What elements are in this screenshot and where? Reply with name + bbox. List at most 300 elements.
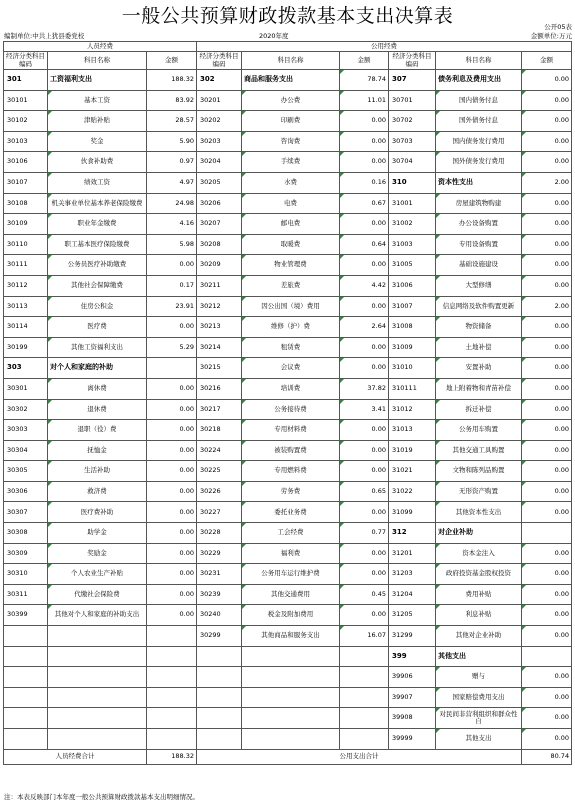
amount-cell: 0.00 [522, 193, 572, 214]
amount-cell: 0.00 [147, 255, 197, 276]
amount-cell: 16.07 [340, 626, 389, 647]
subject-name-cell: 利息补贴 [436, 605, 522, 626]
subject-name-cell: 税金及附加费用 [242, 605, 340, 626]
amount-cell: 188.32 [147, 70, 197, 91]
amount-cell: 0.00 [522, 152, 572, 173]
econ-code-cell: 30704 [389, 152, 436, 173]
amount-cell: 0.00 [340, 440, 389, 461]
subject-name-cell: 专用燃料费 [242, 461, 340, 482]
subject-name-cell: 维修（护）费 [242, 317, 340, 338]
econ-code-cell: 31009 [389, 337, 436, 358]
subject-name-cell: 退休费 [48, 399, 147, 420]
table-row [4, 90, 572, 111]
amount-cell: 0.00 [340, 605, 389, 626]
amount-cell: 0.00 [340, 255, 389, 276]
subject-name-cell: 公务员医疗补助缴费 [48, 255, 147, 276]
amount-cell: 0.00 [340, 420, 389, 441]
amount-cell: 3.41 [340, 399, 389, 420]
econ-code-cell: 399 [389, 646, 436, 667]
subject-name-cell: 债务利息及费用支出 [436, 70, 522, 91]
subject-name-cell: 国外债务发行费用 [436, 152, 522, 173]
econ-code-cell: 31002 [389, 214, 436, 235]
header-amount: 金额 [522, 52, 572, 70]
econ-code-cell: 30305 [4, 461, 48, 482]
subject-name-cell: 政府投资基金股权投资 [436, 564, 522, 585]
table-row [4, 399, 572, 420]
amount-cell: 0.00 [340, 543, 389, 564]
econ-code-cell: 30107 [4, 172, 48, 193]
table-row [4, 584, 572, 605]
econ-code-cell: 310 [389, 172, 436, 193]
amount-cell: 0.00 [522, 111, 572, 132]
subject-name-cell [48, 729, 147, 750]
subject-name-cell [242, 646, 340, 667]
subject-name-cell: 公务接待费 [242, 399, 340, 420]
subject-name-cell: 公务用车运行维护费 [242, 564, 340, 585]
amount-cell [340, 687, 389, 708]
subject-name-cell: 救济费 [48, 481, 147, 502]
subject-name-cell: 印刷费 [242, 111, 340, 132]
table-row [4, 646, 572, 667]
amount-cell: 0.00 [522, 543, 572, 564]
amount-cell: 0.00 [147, 461, 197, 482]
amount-cell: 0.00 [340, 214, 389, 235]
public-total-amount: 80.74 [522, 749, 572, 764]
table-body [4, 70, 572, 750]
subject-name-cell: 医疗费 [48, 317, 147, 338]
subject-name-cell: 对民间非营利组织和群众性自 [436, 708, 522, 729]
amount-cell: 0.00 [147, 399, 197, 420]
amount-cell: 0.17 [147, 275, 197, 296]
subject-name-cell: 代缴社会保险费 [48, 584, 147, 605]
subject-name-cell: 资本金注入 [436, 543, 522, 564]
econ-code-cell: 30311 [4, 584, 48, 605]
table-row [4, 131, 572, 152]
table-row [4, 275, 572, 296]
subject-name-cell: 商品和服务支出 [242, 70, 340, 91]
footnote: 注：本表反映部门本年度一般公共预算财政拨款基本支出明细情况。 [4, 793, 199, 801]
amount-cell: 0.00 [522, 317, 572, 338]
amount-cell: 0.00 [340, 337, 389, 358]
amount-cell: 0.00 [522, 502, 572, 523]
amount-cell: 0.00 [522, 131, 572, 152]
totals-row [4, 749, 572, 764]
header-econ-code: 经济分类科目编码 [389, 52, 436, 70]
econ-code-cell: 303 [4, 358, 48, 379]
econ-code-cell: 30702 [389, 111, 436, 132]
amount-cell: 4.97 [147, 172, 197, 193]
econ-code-cell [197, 687, 242, 708]
amount-cell [147, 626, 197, 647]
amount-cell [340, 646, 389, 667]
subject-name-cell: 住房公积金 [48, 296, 147, 317]
subject-name-cell: 电费 [242, 193, 340, 214]
table-row [4, 605, 572, 626]
amount-cell: 0.00 [147, 440, 197, 461]
subject-name-cell: 其他对企业补助 [436, 626, 522, 647]
amount-cell: 2.00 [522, 296, 572, 317]
econ-code-cell: 30110 [4, 234, 48, 255]
subject-name-cell: 资本性支出 [436, 172, 522, 193]
subject-name-cell [242, 729, 340, 750]
subject-name-cell: 专用材料费 [242, 420, 340, 441]
subject-name-cell: 其他商品和服务支出 [242, 626, 340, 647]
amount-cell: 0.64 [340, 234, 389, 255]
econ-code-cell: 30207 [197, 214, 242, 235]
econ-code-cell [197, 667, 242, 688]
amount-cell: 0.00 [340, 358, 389, 379]
subject-name-cell: 抚恤金 [48, 440, 147, 461]
amount-cell: 0.00 [340, 502, 389, 523]
amount-cell: 23.91 [147, 296, 197, 317]
econ-code-cell: 30208 [197, 234, 242, 255]
econ-code-cell: 30703 [389, 131, 436, 152]
table-row [4, 234, 572, 255]
table-row [4, 70, 572, 91]
econ-code-cell: 30304 [4, 440, 48, 461]
table-row [4, 667, 572, 688]
subject-name-cell: 基础设施建设 [436, 255, 522, 276]
amount-cell: 5.98 [147, 234, 197, 255]
amount-cell: 0.00 [522, 70, 572, 91]
amount-cell: 0.00 [147, 605, 197, 626]
econ-code-cell: 30214 [197, 337, 242, 358]
amount-cell: 0.97 [147, 152, 197, 173]
subject-name-cell: 奖金 [48, 131, 147, 152]
unit-label: 编制单位:中共上犹县委党校 [4, 32, 85, 40]
econ-code-cell [4, 626, 48, 647]
amount-cell: 37.82 [340, 378, 389, 399]
econ-code-cell: 30229 [197, 543, 242, 564]
econ-code-cell: 31299 [389, 626, 436, 647]
amount-cell: 0.00 [522, 481, 572, 502]
amount-cell: 78.74 [340, 70, 389, 91]
subject-name-cell: 福利费 [242, 543, 340, 564]
amount-cell: 11.01 [340, 90, 389, 111]
subject-name-cell: 国家赔偿费用支出 [436, 687, 522, 708]
amount-cell: 0.00 [522, 337, 572, 358]
subject-name-cell: 租赁费 [242, 337, 340, 358]
econ-code-cell: 30309 [4, 543, 48, 564]
title-row [0, 0, 575, 31]
amount-cell: 0.00 [522, 584, 572, 605]
header-subject-name: 科目名称 [436, 52, 522, 70]
money-unit-label: 金额单位:万元 [530, 32, 572, 40]
subject-name-cell: 工资福利支出 [48, 70, 147, 91]
econ-code-cell: 31201 [389, 543, 436, 564]
econ-code-cell: 31019 [389, 440, 436, 461]
table-row [4, 729, 572, 750]
subject-name-cell [48, 687, 147, 708]
amount-cell: 0.00 [522, 234, 572, 255]
subject-name-cell: 办公费 [242, 90, 340, 111]
subject-name-cell [48, 667, 147, 688]
econ-code-cell: 30239 [197, 584, 242, 605]
econ-code-cell: 30225 [197, 461, 242, 482]
amount-cell: 4.16 [147, 214, 197, 235]
subject-name-cell: 机关事业单位基本养老保险缴费 [48, 193, 147, 214]
econ-code-cell: 30228 [197, 523, 242, 544]
econ-code-cell [197, 729, 242, 750]
econ-code-cell: 39908 [389, 708, 436, 729]
subject-name-cell: 水费 [242, 172, 340, 193]
amount-cell: 0.00 [147, 564, 197, 585]
econ-code-cell: 39999 [389, 729, 436, 750]
econ-code-cell: 30213 [197, 317, 242, 338]
amount-cell [147, 358, 197, 379]
header-subject-name: 科目名称 [48, 52, 147, 70]
amount-cell: 0.45 [340, 584, 389, 605]
amount-cell: 5.90 [147, 131, 197, 152]
amount-cell: 5.29 [147, 337, 197, 358]
amount-cell: 0.00 [522, 275, 572, 296]
subject-name-cell: 大型修缮 [436, 275, 522, 296]
table-row [4, 523, 572, 544]
table-row [4, 481, 572, 502]
subject-name-cell: 土地补偿 [436, 337, 522, 358]
subject-name-cell: 其他社会保障缴费 [48, 275, 147, 296]
subject-name-cell: 其他交通费用 [242, 584, 340, 605]
subject-name-cell: 津贴补贴 [48, 111, 147, 132]
econ-code-cell: 30227 [197, 502, 242, 523]
amount-cell: 0.00 [522, 214, 572, 235]
econ-code-cell: 31012 [389, 399, 436, 420]
econ-code-cell: 30203 [197, 131, 242, 152]
amount-cell: 0.16 [340, 172, 389, 193]
amount-cell: 0.00 [522, 729, 572, 750]
amount-cell [340, 729, 389, 750]
econ-code-cell: 31006 [389, 275, 436, 296]
econ-code-cell: 302 [197, 70, 242, 91]
amount-cell: 0.65 [340, 481, 389, 502]
econ-code-cell: 30212 [197, 296, 242, 317]
header-group-row [4, 42, 572, 52]
econ-code-cell: 30209 [197, 255, 242, 276]
amount-cell [147, 667, 197, 688]
subject-name-cell: 对个人和家庭的补助 [48, 358, 147, 379]
amount-cell: 0.00 [147, 502, 197, 523]
amount-cell: 0.00 [522, 626, 572, 647]
header-amount: 金额 [147, 52, 197, 70]
amount-cell [147, 687, 197, 708]
amount-cell: 2.64 [340, 317, 389, 338]
econ-code-cell: 31203 [389, 564, 436, 585]
subject-name-cell [48, 708, 147, 729]
table-row [4, 440, 572, 461]
subject-name-cell: 其他交通工具购置 [436, 440, 522, 461]
subject-name-cell: 物业管理费 [242, 255, 340, 276]
amount-cell: 0.00 [340, 564, 389, 585]
econ-code-cell [4, 687, 48, 708]
econ-code-cell: 30701 [389, 90, 436, 111]
amount-cell: 0.00 [147, 523, 197, 544]
amount-cell: 0.77 [340, 523, 389, 544]
expenditure-table [3, 41, 572, 765]
subject-name-cell: 咨询费 [242, 131, 340, 152]
econ-code-cell: 30240 [197, 605, 242, 626]
subject-name-cell: 国外债务付息 [436, 111, 522, 132]
econ-code-cell: 307 [389, 70, 436, 91]
subject-name-cell: 生活补助 [48, 461, 147, 482]
subject-name-cell: 信息网络及软件购置更新 [436, 296, 522, 317]
subject-name-cell: 公务用车购置 [436, 420, 522, 441]
subject-name-cell: 其他对个人和家庭的补助支出 [48, 605, 147, 626]
subject-name-cell: 赠与 [436, 667, 522, 688]
amount-cell: 0.00 [147, 317, 197, 338]
subject-name-cell: 个人农业生产补贴 [48, 564, 147, 585]
meta-row [0, 31, 575, 41]
table-row [4, 420, 572, 441]
econ-code-cell [197, 708, 242, 729]
econ-code-cell: 30217 [197, 399, 242, 420]
econ-code-cell: 301 [4, 70, 48, 91]
subject-name-cell: 被装购置费 [242, 440, 340, 461]
table-row [4, 708, 572, 729]
amount-cell: 0.00 [147, 543, 197, 564]
econ-code-cell: 31204 [389, 584, 436, 605]
econ-code-cell: 31021 [389, 461, 436, 482]
subject-name-cell: 培训费 [242, 378, 340, 399]
econ-code-cell: 30306 [4, 481, 48, 502]
subject-name-cell [242, 708, 340, 729]
econ-code-cell: 30204 [197, 152, 242, 173]
subject-name-cell: 专用设备购置 [436, 234, 522, 255]
amount-cell [147, 729, 197, 750]
subject-name-cell: 劳务费 [242, 481, 340, 502]
header-column-row [4, 52, 572, 70]
table-row [4, 461, 572, 482]
econ-code-cell: 310111 [389, 378, 436, 399]
subject-name-cell: 手续费 [242, 152, 340, 173]
subject-name-cell: 职业年金缴费 [48, 214, 147, 235]
amount-cell: 0.00 [522, 420, 572, 441]
amount-cell: 0.00 [147, 420, 197, 441]
table-row [4, 564, 572, 585]
econ-code-cell: 31005 [389, 255, 436, 276]
econ-code-cell: 30399 [4, 605, 48, 626]
amount-cell: 0.00 [522, 399, 572, 420]
amount-cell: 0.00 [522, 358, 572, 379]
amount-cell: 83.92 [147, 90, 197, 111]
econ-code-cell: 30301 [4, 378, 48, 399]
subject-name-cell [48, 626, 147, 647]
subject-name-cell [242, 687, 340, 708]
econ-code-cell: 31010 [389, 358, 436, 379]
econ-code-cell: 30112 [4, 275, 48, 296]
econ-code-cell: 30206 [197, 193, 242, 214]
header-public: 公用经费 [197, 42, 572, 52]
econ-code-cell: 312 [389, 523, 436, 544]
amount-cell: 0.00 [340, 461, 389, 482]
econ-code-cell: 31007 [389, 296, 436, 317]
econ-code-cell: 30224 [197, 440, 242, 461]
subject-name-cell: 对企业补助 [436, 523, 522, 544]
econ-code-cell [4, 646, 48, 667]
table-row [4, 543, 572, 564]
econ-code-cell: 30218 [197, 420, 242, 441]
subject-name-cell: 取暖费 [242, 234, 340, 255]
subject-name-cell: 国内债务付息 [436, 90, 522, 111]
econ-code-cell: 31022 [389, 481, 436, 502]
subject-name-cell: 会议费 [242, 358, 340, 379]
econ-code-cell [4, 708, 48, 729]
econ-code-cell: 30215 [197, 358, 242, 379]
subject-name-cell: 工会经费 [242, 523, 340, 544]
subject-name-cell: 差旅费 [242, 275, 340, 296]
table-row [4, 337, 572, 358]
amount-cell: 0.00 [522, 378, 572, 399]
econ-code-cell: 30302 [4, 399, 48, 420]
subject-name-cell: 因公出国（境）费用 [242, 296, 340, 317]
amount-cell: 0.00 [147, 481, 197, 502]
amount-cell: 0.00 [522, 440, 572, 461]
amount-cell [340, 667, 389, 688]
public-total-label: 公用支出合计 [197, 749, 522, 764]
econ-code-cell: 30299 [197, 626, 242, 647]
econ-code-cell: 31205 [389, 605, 436, 626]
subject-name-cell: 医疗费补助 [48, 502, 147, 523]
amount-cell: 0.00 [522, 90, 572, 111]
amount-cell [340, 708, 389, 729]
econ-code-cell: 39907 [389, 687, 436, 708]
econ-code-cell: 30101 [4, 90, 48, 111]
table-row [4, 296, 572, 317]
amount-cell: 0.00 [147, 584, 197, 605]
econ-code-cell: 30113 [4, 296, 48, 317]
amount-cell: 0.00 [522, 605, 572, 626]
econ-code-cell: 31013 [389, 420, 436, 441]
amount-cell [147, 646, 197, 667]
amount-cell: 0.00 [522, 667, 572, 688]
econ-code-cell: 30205 [197, 172, 242, 193]
amount-cell: 28.57 [147, 111, 197, 132]
subject-name-cell: 基本工资 [48, 90, 147, 111]
econ-code-cell: 30111 [4, 255, 48, 276]
table-row [4, 358, 572, 379]
econ-code-cell: 30308 [4, 523, 48, 544]
subject-name-cell: 地上附着物和青苗补偿 [436, 378, 522, 399]
subject-name-cell: 其他资本性支出 [436, 502, 522, 523]
page-title: 一般公共预算财政拨款基本支出决算表 [121, 5, 454, 27]
econ-code-cell: 30103 [4, 131, 48, 152]
subject-name-cell: 物资储备 [436, 317, 522, 338]
econ-code-cell: 30106 [4, 152, 48, 173]
amount-cell: 24.98 [147, 193, 197, 214]
amount-cell: 2.00 [522, 172, 572, 193]
table-row [4, 152, 572, 173]
econ-code-cell: 30202 [197, 111, 242, 132]
header-subject-name: 科目名称 [242, 52, 340, 70]
econ-code-cell: 39906 [389, 667, 436, 688]
table-row [4, 255, 572, 276]
subject-name-cell: 文物和陈列品购置 [436, 461, 522, 482]
table-row [4, 378, 572, 399]
subject-name-cell: 国内债务发行费用 [436, 131, 522, 152]
subject-name-cell: 退职（役）费 [48, 420, 147, 441]
amount-cell: 0.00 [340, 131, 389, 152]
econ-code-cell: 31003 [389, 234, 436, 255]
subject-name-cell: 其他支出 [436, 646, 522, 667]
subject-name-cell: 奖励金 [48, 543, 147, 564]
econ-code-cell: 31099 [389, 502, 436, 523]
amount-cell: 0.00 [522, 461, 572, 482]
subject-name-cell: 离休费 [48, 378, 147, 399]
subject-name-cell [48, 646, 147, 667]
personnel-total-label: 人员经费合计 [4, 749, 147, 764]
amount-cell: 0.00 [522, 687, 572, 708]
subject-name-cell: 安置补助 [436, 358, 522, 379]
table-row [4, 687, 572, 708]
